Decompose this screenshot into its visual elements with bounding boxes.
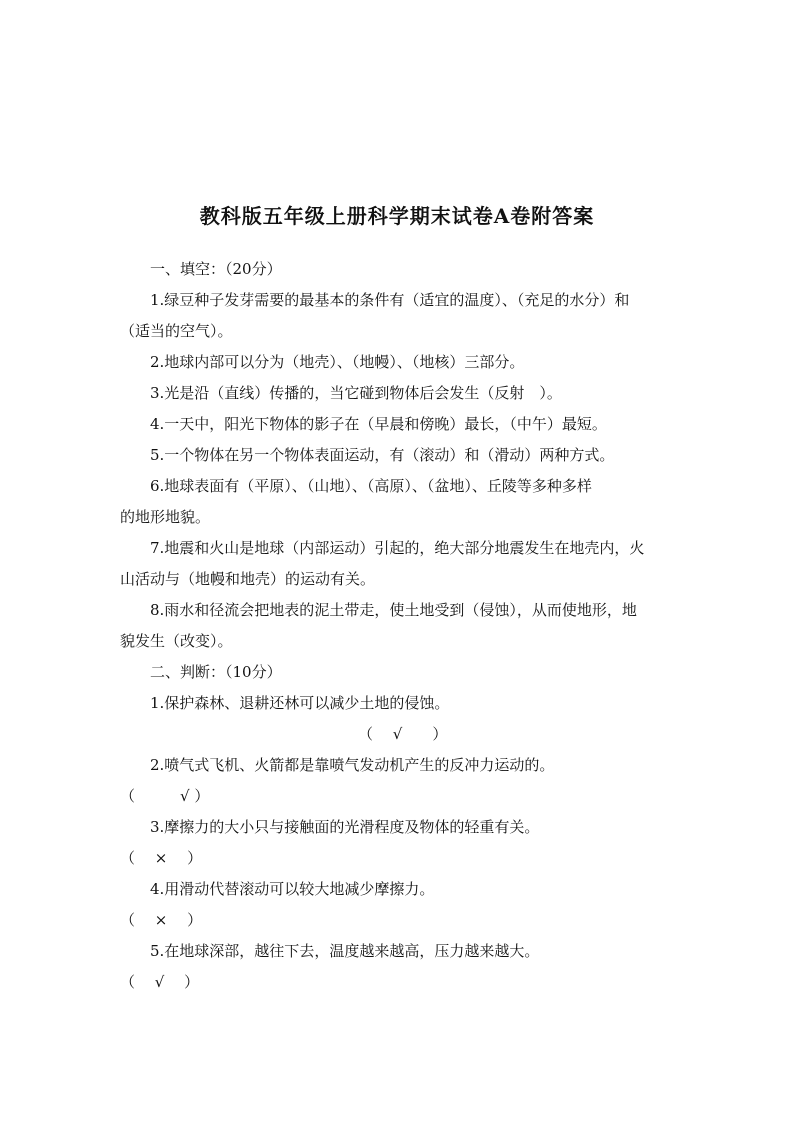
fill-question-4: 4.一天中，阳光下物体的影子在（早晨和傍晚）最长，（中午）最短。: [150, 415, 607, 433]
tf-answer-5: （ √ ）: [120, 973, 200, 991]
fill-question-1-line-1: 1.绿豆种子发芽需要的最基本的条件有（适宜的温度）、（充足的水分）和: [150, 291, 630, 309]
fill-question-7-line-1: 7.地震和火山是地球（内部运动）引起的，绝大部分地震发生在地壳内，火: [150, 539, 645, 557]
section-heading-true-false: 二、判断：（10分）: [150, 663, 282, 681]
tf-answer-3: （ × ）: [120, 849, 203, 867]
fill-question-3: 3.光是沿（直线）传播的，当它碰到物体后会发生（反射 ）。: [150, 384, 562, 402]
fill-question-5: 5.一个物体在另一个物体表面运动，有（滚动）和（滑动）两种方式。: [150, 446, 615, 464]
section-heading-fill-blank: 一、填空：（20分）: [150, 260, 282, 278]
tf-question-4: 4.用滑动代替滚动可以较大地减少摩擦力。: [150, 880, 435, 898]
fill-question-2: 2.地球内部可以分为（地壳）、（地幔）、（地核）三部分。: [150, 353, 525, 371]
tf-answer-4: （ × ）: [120, 911, 203, 929]
tf-question-3: 3.摩擦力的大小只与接触面的光滑程度及物体的轻重有关。: [150, 818, 540, 836]
tf-answer-1: （ √ ）: [358, 725, 448, 743]
tf-question-2: 2.喷气式飞机、火箭都是靠喷气发动机产生的反冲力运动的。: [150, 756, 555, 774]
fill-question-8-line-1: 8.雨水和径流会把地表的泥土带走，使土地受到（侵蚀），从而使地形，地: [150, 601, 637, 619]
fill-question-7-line-2: 山活动与（地幔和地壳）的运动有关。: [120, 570, 376, 588]
tf-question-5: 5.在地球深部，越往下去，温度越来越高，压力越来越大。: [150, 942, 540, 960]
page-title: 教科版五年级上册科学期末试卷A卷附答案: [199, 204, 595, 228]
fill-question-6-line-1: 6.地球表面有（平原）、（山地）、（高原）、（盆地）、丘陵等多种多样: [150, 477, 592, 495]
fill-question-8-line-2: 貌发生（改变）。: [120, 632, 233, 650]
fill-question-6-line-2: 的地形地貌。: [120, 508, 211, 526]
tf-question-1: 1.保护森林、退耕还林可以减少土地的侵蚀。: [150, 694, 450, 712]
fill-question-1-line-2: （适当的空气）。: [120, 322, 233, 340]
tf-answer-2: （ √ ）: [120, 787, 210, 805]
